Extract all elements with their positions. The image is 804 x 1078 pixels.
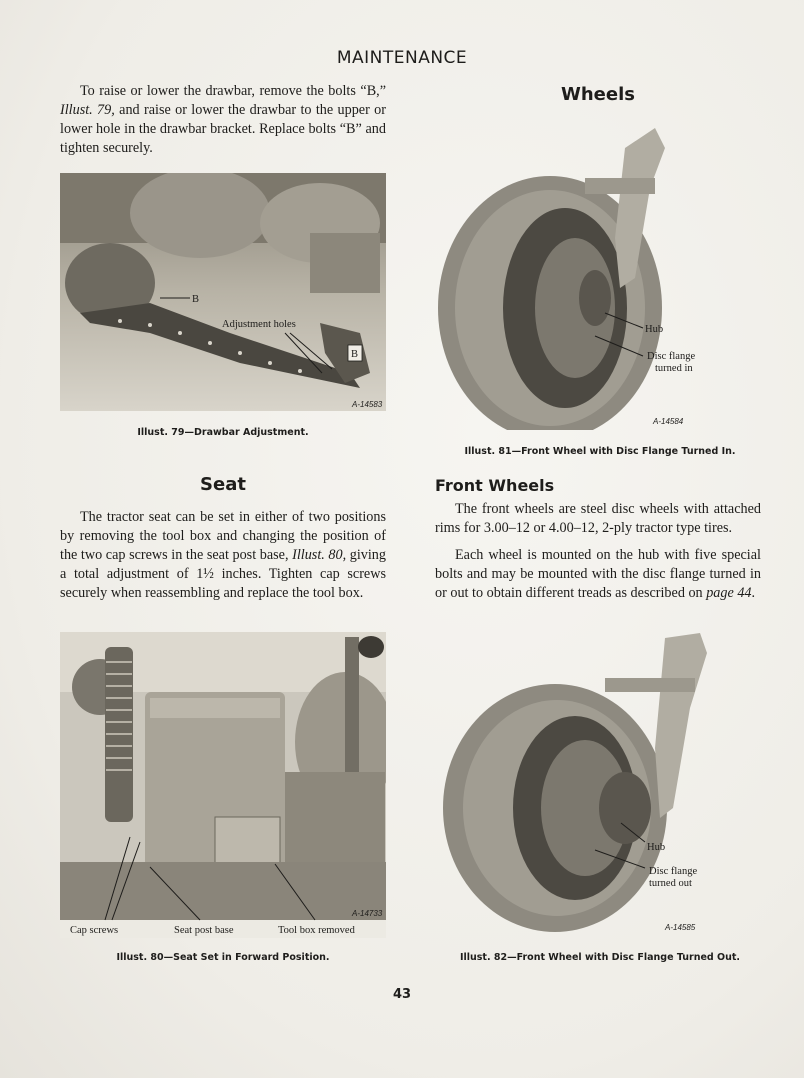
illust-80-caption: Illust. 80—Seat Set in Forward Position.: [116, 952, 330, 963]
front-wheels-p2: [435, 546, 761, 603]
seat-text-1: The tractor seat can be set in either of two positions by removing the tool box and changing the position of the two cap screws in the seat post base,: [60, 509, 386, 563]
illust-80-code: A-14733: [352, 909, 383, 918]
illust-82-caption: Illust. 82—Front Wheel with Disc Flange Turned Out.: [459, 952, 741, 963]
wheels-title: Wheels: [561, 84, 635, 105]
seat-title: Seat: [200, 474, 246, 495]
front-wheels-p1: The front wheels are steel disc wheels with attached rims for 3.00–12 or 4.00–12, 2-ply tractor type tires.: [435, 501, 761, 536]
illust-80-label-seat-post: Seat post base: [174, 925, 234, 936]
seat-paragraph: [60, 508, 386, 603]
illust-82-label-hub: Hub: [647, 842, 666, 853]
illust-80-label-cap-screws: Cap screws: [70, 925, 119, 936]
drawbar-text-2: and raise or lower the drawbar to the upper or lower hole in the drawbar bracket. Replace bolts “B” and tighten securely.: [60, 102, 386, 156]
illust-80-photo: [60, 632, 386, 938]
drawbar-paragraph: [60, 82, 386, 158]
front-wheels-text: [435, 500, 761, 603]
page-header: MAINTENANCE: [336, 48, 468, 68]
front-wheels-title: Front Wheels: [435, 476, 555, 495]
illust-81-label-flange-2: turned in: [655, 363, 693, 374]
illust-82-label-flange-1: Disc flange: [649, 866, 698, 877]
illust-81-label-flange-1: Disc flange: [647, 351, 696, 362]
drawbar-text-1: To raise or lower the drawbar, remove the bolts “B,”: [80, 83, 386, 99]
illust-79-label-b-right: B: [351, 349, 359, 360]
illust-81-photo: [435, 118, 765, 430]
illust-79-code: A-14583: [352, 400, 383, 409]
illust-80-label-tool-box: Tool box removed: [278, 925, 355, 936]
illust-82-code: A-14585: [665, 923, 696, 932]
front-wheels-p2-text-2: .: [751, 585, 756, 601]
illust-82-label-flange-2: turned out: [649, 878, 692, 889]
seat-illust-ref: Illust. 80,: [292, 547, 347, 563]
illust-81-caption: Illust. 81—Front Wheel with Disc Flange Turned In.: [464, 446, 736, 457]
seat-text-2: giving a total adjustment of 1½ inches. Tighten cap screws securely when reassembling and replace the tool box.: [60, 547, 386, 601]
illust-79-caption: Illust. 79—Drawbar Adjustment.: [137, 427, 309, 438]
illust-81-label-hub: Hub: [645, 324, 664, 335]
illust-82-photo: [435, 628, 765, 934]
illust-79-photo: [60, 173, 386, 411]
front-wheels-p2-text-1: Each wheel is mounted on the hub with five special bolts and may be mounted with the disc flange turned in or out to obtain different treads as described on: [435, 547, 761, 601]
illust-79-label-holes: Adjustment holes: [222, 319, 296, 330]
illust-79-label-b-left: B: [192, 294, 200, 305]
front-wheels-page-ref: page 44: [706, 585, 752, 601]
page-number: 43: [392, 987, 412, 1002]
drawbar-illust-ref: Illust. 79,: [60, 102, 115, 118]
illust-81-code: A-14584: [653, 417, 684, 426]
